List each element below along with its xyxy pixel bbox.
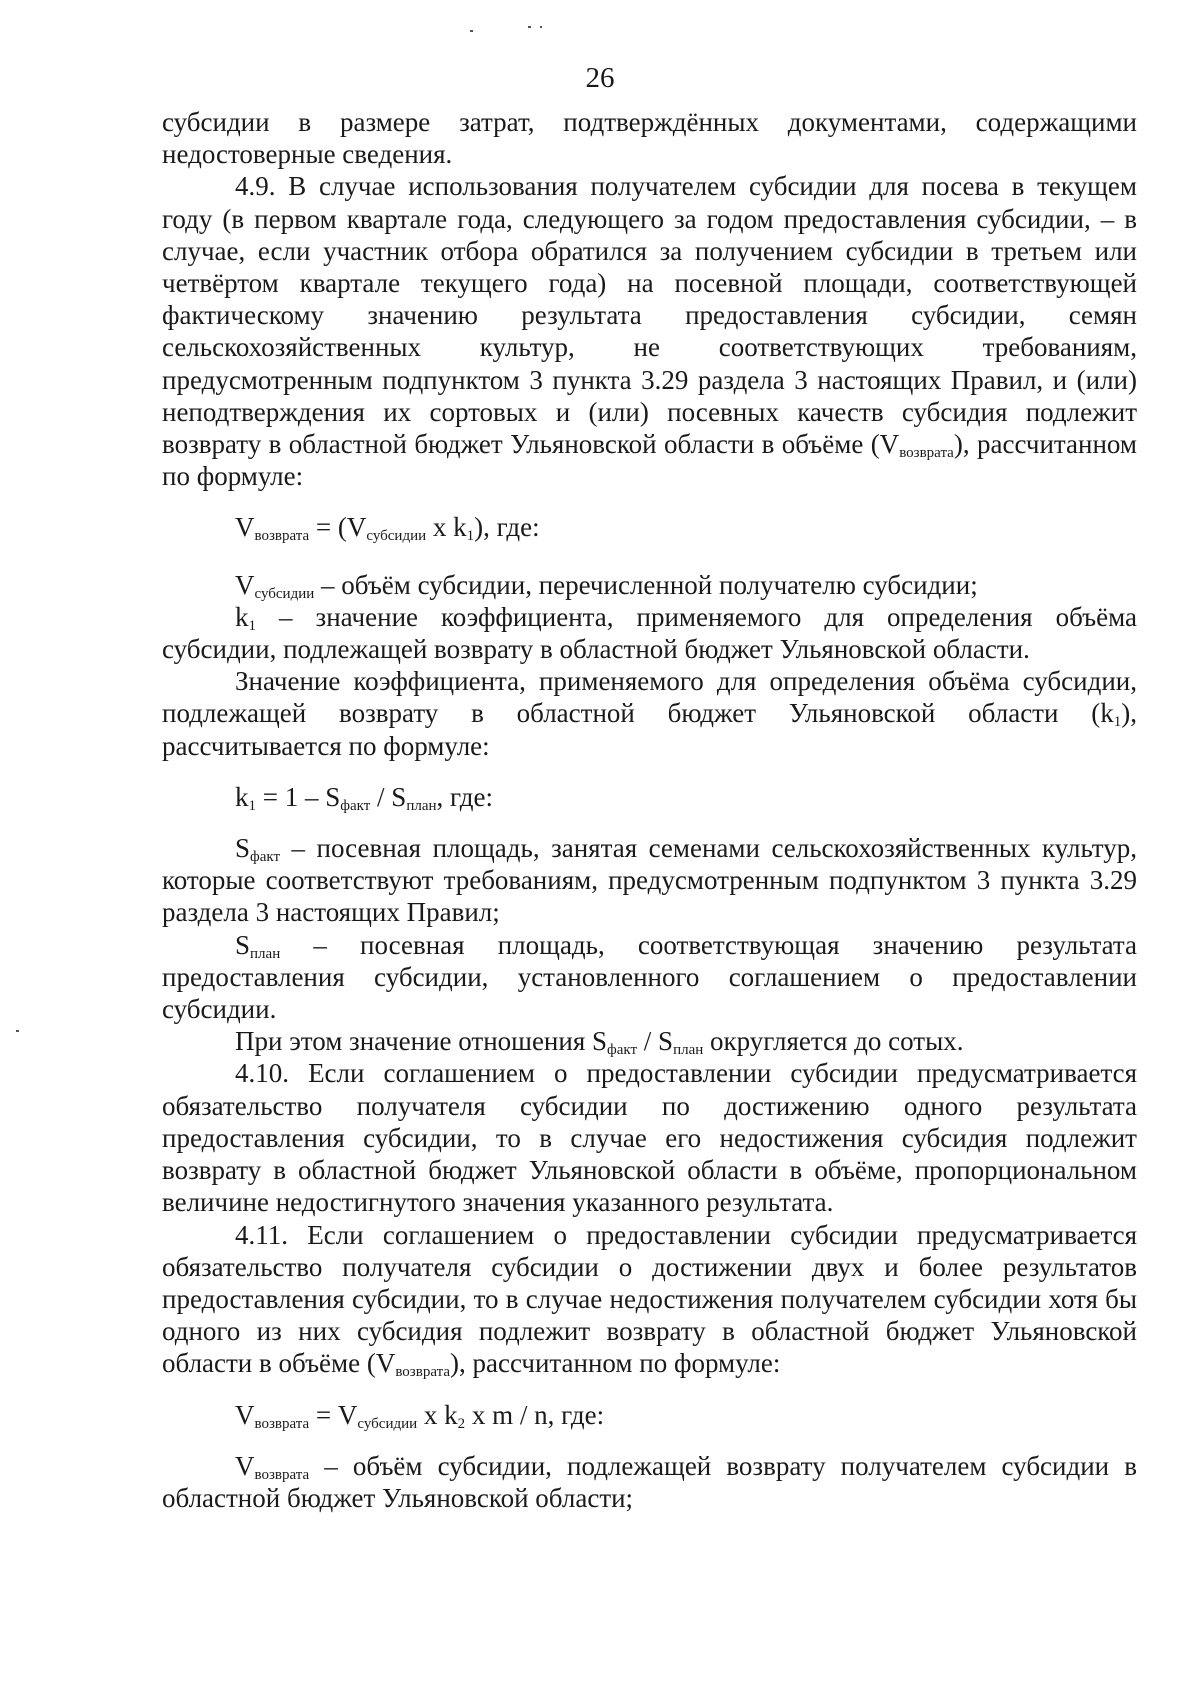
definition-v-subsidy: $V_{субсидии}$ – объём субсидии, перечисленной получателю субсидии;: [235, 569, 978, 602]
paragraph-k1-value: Значение коэффициента, применяемого для определения объёма субсидии, подлежащей возврату в областной бюджет Ульяновской области $(k_1)$, рассчитывается по формуле:: [162, 666, 1137, 761]
formula-v-return: $V_{возврата} = (V_{субсидии}$ x $k_1$), где:: [235, 512, 540, 545]
formula-v-return-k2: $V_{возврата} = V_{субсидии}$ x $k_2$ x m / n, где:: [235, 1399, 605, 1432]
paragraph-rounding: При этом значение отношения $S_{факт} / S_{план}$ округляется до сотых.: [235, 1026, 964, 1059]
paragraph-4-10: 4.10. Если соглашением о предоставлении субсидии предусматривается обязательство получателя субсидии по достижению одного результата предоставления субсидии, то в случае его недостижения субсидия подлежит возврату в областной бюджет Ульяновской области в объёме, пропорциональном величине недостигнутого значения указанного результата.: [162, 1058, 1137, 1218]
definition-s-plan: $S_{план}$ – посевная площадь, соответствующая значению результата предоставления субсидии, установленного соглашением о предоставлении субсидии.: [162, 929, 1137, 1025]
formula-k1: $k_1 = 1 - S_{факт} / S_{план}$, где:: [235, 781, 493, 814]
definition-s-fact: $S_{факт}$ – посевная площадь, занятая семенами сельскохозяйственных культур, которые соответствуют требованиям, предусмотренным подпунктом 3 пункта 3.29 раздела 3 настоящих Правил;: [162, 833, 1137, 928]
paragraph-4-9: 4.9. В случае использования получателем субсидии для посева в текущем году (в первом квартале года, следующего за годом предоставления субсидии, – в случае, если участник отбора обратился за получением субсидии в третьем или четвёртом квартале текущего года) на посевной площади, соответствующей фактическому значению результата предоставления субсидии, семян сельскохозяйственных культур, не соответствующих требованиям, предусмотренным подпунктом 3 пункта 3.29 раздела 3 настоящих Правил, и (или) неподтверждения их сортовых и (или) посевных качеств субсидия подлежит возврату в областной бюджет Ульяновской области в объёме $(V_{возврата})$, рассчитанном по формуле:: [162, 171, 1137, 492]
document-body: [162, 106, 1137, 1514]
paragraph-continuation: субсидии в размере затрат, подтверждённых документами, содержащими недостоверные сведения.: [162, 107, 1137, 170]
page-number: 26: [585, 62, 615, 94]
definition-k1: $k_1$ – значение коэффициента, применяемого для определения объёма субсидии, подлежащей возврату в областной бюджет Ульяновской области.: [162, 601, 1137, 665]
paragraph-4-11: 4.11. Если соглашением о предоставлении субсидии предусматривается обязательство получателя субсидии о достижении двух и более результатов предоставления субсидии, то в случае недостижения получателем субсидии хотя бы одного из них субсидия подлежит возврату в областной бюджет Ульяновской области в объёме $(V_{возврата})$, рассчитанном по формуле:: [162, 1219, 1137, 1381]
definition-v-return: $V_{возврата}$ – объём субсидии, подлежащей возврату получателем субсидии в областной бюджет Ульяновской области;: [162, 1450, 1137, 1513]
